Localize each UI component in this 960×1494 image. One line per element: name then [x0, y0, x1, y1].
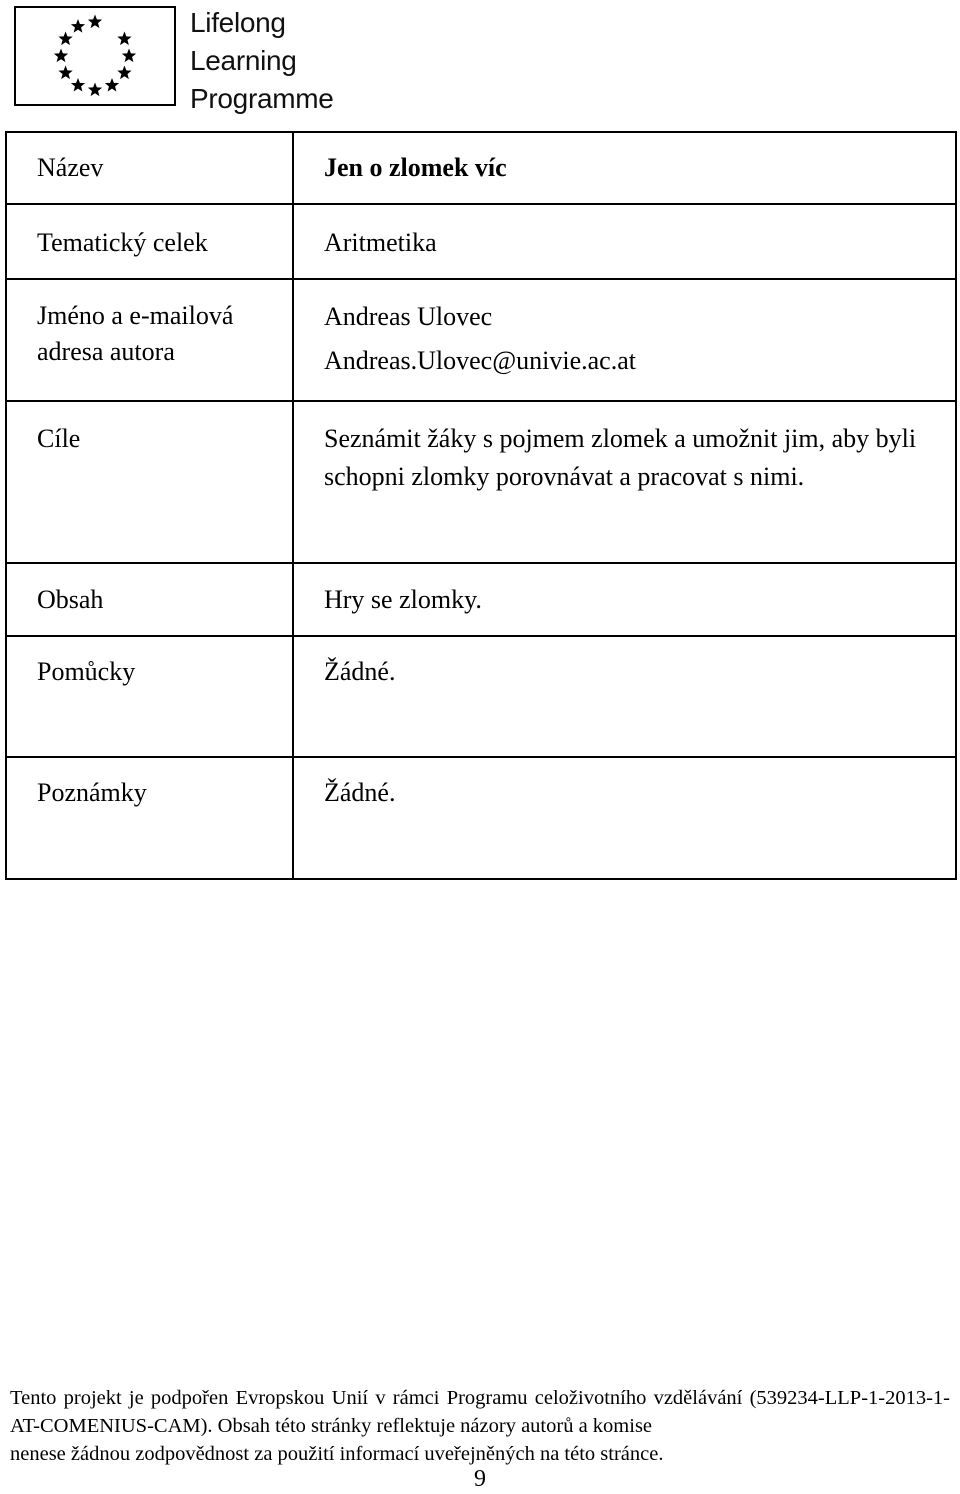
- value-pomucky: Žádné.: [324, 657, 396, 686]
- star-icon: [54, 49, 68, 63]
- footer-disclaimer-last-line: nenese žádnou zodpovědnost za použití informací uveřejněných na této stránce.: [10, 1443, 664, 1465]
- table-row-nazev: [6, 132, 956, 204]
- label-nazev: Název: [37, 153, 104, 182]
- table-row-pomucky: [6, 636, 956, 757]
- star-icon: [71, 78, 85, 92]
- star-icon: [88, 83, 102, 97]
- label-autor-line1: Jméno a e-mailová: [37, 301, 234, 330]
- star-icon: [88, 15, 102, 29]
- star-icon: [58, 32, 72, 46]
- star-icon: [71, 19, 85, 33]
- footer-disclaimer-text: Tento projekt je podpořen Evropskou Unií v rámci Programu celoživotního vzdělávání (539234-LLP-1-2013-1-AT-COMENIUS-CAM). Obsah této stránky reflektuje názory autorů a komise: [10, 1387, 950, 1437]
- logo-line-lifelong: Lifelong: [190, 7, 286, 38]
- star-icon: [122, 49, 136, 63]
- value-nazev: Jen o zlomek víc: [324, 153, 507, 182]
- table-row-tematicky-celek: [6, 204, 956, 279]
- value-author-name: Andreas Ulovec: [324, 302, 493, 331]
- star-icon: [58, 66, 72, 80]
- star-icon: [117, 32, 131, 46]
- page-number: 9: [474, 1466, 486, 1492]
- eu-flag-icon: [14, 6, 176, 106]
- star-icon: [117, 66, 131, 80]
- label-pomucky: Pomůcky: [37, 657, 136, 686]
- value-tematicky-celek: Aritmetika: [324, 228, 437, 257]
- logo-line-programme: Programme: [190, 83, 334, 114]
- logo-line-learning: Learning: [190, 45, 297, 76]
- label-cile: Cíle: [37, 424, 81, 453]
- label-tematicky-celek: Tematický celek: [37, 228, 208, 257]
- eu-stars-icon: [16, 8, 174, 104]
- value-poznamky: Žádné.: [324, 778, 396, 807]
- lesson-info-table: [5, 131, 957, 880]
- value-author-email: Andreas.Ulovec@univie.ac.at: [324, 346, 636, 375]
- label-obsah: Obsah: [37, 585, 104, 614]
- table-row-poznamky: [6, 757, 956, 879]
- lifelong-learning-programme-logo: [14, 6, 359, 114]
- logo-wordmark: [190, 4, 334, 118]
- value-cile: Seznámit žáky s pojmem zlomek a umožnit jim, aby byli schopni zlomky porovnávat a pracovat s nimi.: [324, 424, 917, 491]
- label-poznamky: Poznámky: [37, 778, 147, 807]
- star-icon: [105, 78, 119, 92]
- table-row-obsah: [6, 563, 956, 636]
- table-row-cile: [6, 401, 956, 563]
- label-autor-line2: adresa autora: [37, 337, 175, 366]
- footer-disclaimer: [10, 1384, 950, 1468]
- table-row-autor: [6, 279, 956, 401]
- value-obsah: Hry se zlomky.: [324, 585, 482, 614]
